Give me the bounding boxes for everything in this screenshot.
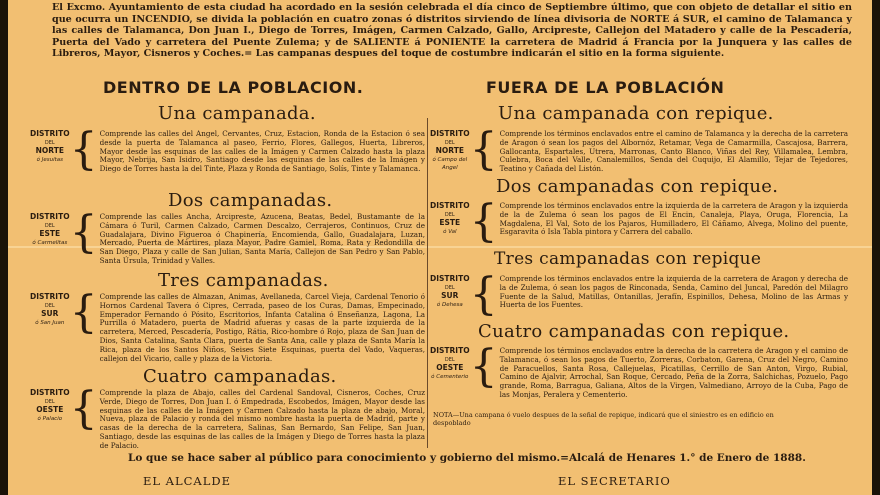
district-label: DISTRITO DEL NORTE ó Campo del Angel [430,129,470,171]
right-district-west [430,341,848,400]
district-description: Comprende los términos enclavados entre la izquierda de la carretera de Aragon y derecha de la de Zulema, ó sean los pagos de Rinconada, Senda, Camino del Juncal, Paredón del Milagro Fuente de la Salud, Matillas, Ontanillas, Jerafín, Espinillos, Dehesa, Molino de las Armas y Huerta de los Fuentes. [499,274,848,310]
district-label: DISTRITO DEL ESTE ó Carmelitas [30,212,70,246]
district-label: DISTRITO DEL SUR ó Dehesa [430,274,470,308]
left-district-west [30,383,425,451]
brace-icon: { [69,383,98,434]
intro-paragraph: El Excmo. Ayuntamiento de esta ciudad ha acordado en la sesión celebrada el día cinco de Septiembre último, que con objeto de detallar el sitio en que ocurra un INCENDIO, se divida la población en cuatro zonas ó distritos sirviendo de línea divisoria de NORTE á SUR, el camino de Talamanca y las calles de Talamanca, Don Juan I., Diego de Torres, Imágen, Carmen Calzado, Gallo, Arcipreste, Callejon del Matadero y calle de la Pescadería, Puerta del Vado y carretera del Puente Zulema; y de SALIENTE á PONIENTE la carretera de Madrid á Francia por la Junquera y las calles de Libreros, Mayor, Cisneros y Coches.= Las campanas despues del toque de costumbre indicarán el sitio en la forma siguiente. [52,2,852,60]
district-label: DISTRITO DEL NORTE ó Jesuitas [30,129,70,163]
brace-icon: { [69,207,98,258]
nota-text: NOTA—Una campana ó vuelo despues de la señal de repique, indicará que el siniestro es en edificio en despoblado [433,411,774,427]
right-heading-3: Tres campanadas con repique [494,249,762,269]
right-district-south [430,269,848,320]
center-divider [427,118,428,448]
right-heading-1: Una campanada con repique. [498,103,774,124]
right-heading-4: Cuatro campanadas con repique. [478,321,790,342]
brace-icon: { [69,124,98,175]
district-label: DISTRITO DEL OESTE ó Cementerio [430,346,470,380]
left-district-south [30,287,425,363]
right-district-north [430,124,848,175]
district-description: Comprende las calles de Almazan, Animas, Avellaneda, Carcel Vieja, Cardenal Tenorio ó Hornos Cardenal Tavera ó Cipres, Cerrada, paseo de los Curas, Damas, Empecinado, Emperador Fernando ó Pósito, Escritorios, Infanta Catalina ó Enseñanza, Lagona, La Purrilla ó Matadero, puerta de Madrid afueras y casas de la parte izquierda de la carretera, Merced, Pescadería, Postigo, Rátia, Rico-hombre ó Rojo, plaza de San Juan de Dios, Santa Catalina, Santa Clara, puerta de Santa Ana, calle y plaza de Santa María la Rica, plaza de los Santos Niños, Seises Siete Esquinas, puerta del Vado, Vaqueras, callejon del Vicario, calle y plaza de la Victoria. [99,292,425,363]
left-heading-3: Tres campanadas. [158,270,329,291]
closing-line: Lo que se hace saber al público para conocimiento y gobierno del mismo.=Alcalá de Henares 1.° de Enero de 1888. [128,452,806,464]
right-district-east [430,196,848,247]
district-label: DISTRITO DEL OESTE ó Palacio [30,388,70,422]
district-description: Comprende las calles del Angel, Cervantes, Cruz, Estacion, Ronda de la Estacion ó sea desde la puerta de Talamanca al paseo, Ferrio, Flores, Gallegos, Huerta, Libreros, Mayor desde las esquinas de las calles de la Imágen y Carmen Calzado hasta la plaza Mayor, Nebrija, San Isidro, Santiago desde las esquinas de las calles de la Imágen y Diego de Torres hasta la del Tinte, Plaza y Ronda de Santiago, Solís, Tinte y Talamanca. [99,129,425,174]
right-heading-2: Dos campanadas con repique. [496,176,779,197]
right-section-title: FUERA DE LA POBLACIÓN [486,78,725,97]
left-heading-1: Una campanada. [158,103,316,124]
district-description: Comprende los términos enclavados entre la derecha de la carretera de Aragon y el camino de Talamanca, ó sean los pagos de Tuerto, Zorreras, Corbaton, Garena, Cruz del Negro, Camino de Paracuellos, Santa Rosa, Callejuelas, Picatillas, Cerrillo de San Anton, Virgo, Rubial, Camino de Ajalvir, Arrochal, San Roque, Cercado, Peña de la Zorra, Salchichas, Pozuelo, Pago grande, Roma, Barragua, Galiana, Altos de la Virgen, Valmediano, Arroyo de la Cuba, Pago de las Monjas, Peralera y Cementerio. [499,346,848,399]
district-label: DISTRITO DEL ESTE ó Val [430,201,470,235]
left-district-east [30,207,425,266]
left-heading-4: Cuatro campanadas. [143,366,337,387]
brace-icon: { [69,287,98,338]
district-description: Comprende los términos enclavados entre el camino de Talamanca y la derecha de la carretera de Aragon ó sean los pagos del Albornóz, Retamar, Vega de Camarmilla, Cascajosa, Barrera, Gallocanta, Espartales, Utrera, Marronas, Canto Blanco, Viñas del Rey, Villamalea, Lembra, Culebra, Boca del Valle, Canalemillos, Senda del Cuquijo, El Alamillo, Tejar de Tejedores, Teatino y Cañada del Listón. [499,129,848,174]
secretario-signature-label: EL SECRETARIO [558,474,671,488]
district-label: DISTRITO DEL SUR ó San Juan [30,292,70,326]
alcalde-signature-label: EL ALCALDE [143,474,231,488]
brace-icon: { [469,341,498,392]
district-description: Comprende la plaza de Abajo, calles del Cardenal Sandoval, Cisneros, Coches, Cruz Verde, Diego de Torres, Don Juan I. ó Empedrada, Escobedos, Imágen, Mayor desde las esquinas de las calles de la Imágen y Carmen Calzado hasta la plaza de abajo, Moral, Nueva, plaza de Palacio y ronda del mismo nombre hasta la puerta de Madrid, parte y casas de la derecha de la carretera, Salinas, San Bernardo, San Felipe, San Juan, Santiago, desde las esquinas de las calles de la Imágen y Diego de Torres hasta la plaza de Palacio. [99,388,425,450]
proclamation-sheet [8,0,872,495]
brace-icon: { [469,269,498,320]
brace-icon: { [469,124,498,175]
left-section-title: DENTRO DE LA POBLACION. [103,78,364,97]
district-description: Comprende los términos enclavados entre la izquierda de la carretera de Aragon y la izquierda de la de Zulema ó sean los pagos de El Encin, Canaleja, Playa, Oruga, Florencia, La Magdalena, El Val, Soto de los Pajaros, Humilladero, El Cáñamo, Alvega, Molino del puente, Esgaravita ó Isla Tabla pintora y Carrera del caballo. [499,201,848,237]
district-description: Comprende las calles Ancha, Arcipreste, Azucena, Beatas, Bedel, Bustamante de la Cámara ó Turil, Carmen Calzado, Carmen Descalzo, Cerrajeros, Continuos, Cruz de Guadalajara, Divino Figueroa ó Chapinería, Encomienda, Gallo, Guadalajara, Luzan, Mercado, Puerta de Mártires, plaza Mayor, Padre Gamiel, Roma, Rata y Redondilla de San Diego, Plaza y calle de San Julian, Santa María, Callejon de San Pedro y San Pablo, Santa Úrsula, Trinidad y Valles. [99,212,425,265]
left-district-north [30,124,425,175]
brace-icon: { [469,196,498,247]
left-heading-2: Dos campanadas. [168,190,333,211]
